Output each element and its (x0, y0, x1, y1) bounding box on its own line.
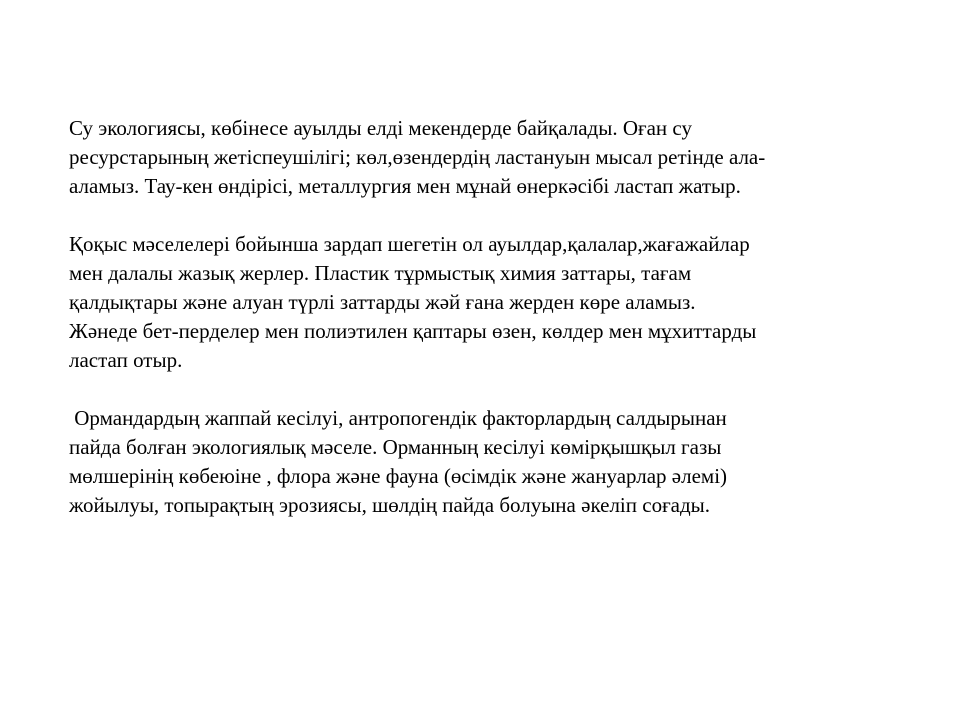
paragraph-gap (69, 201, 889, 230)
text-line: Қоқыс мәселелері бойынша зардап шегетін ол ауылдар,қалалар,жағажайлар (69, 232, 750, 256)
paragraph-gap (69, 375, 889, 404)
text-line: Су экологиясы, көбінесе ауылды елді мекендерде байқалады. Оған су (69, 116, 692, 140)
text-line: ресурстарының жетіспеушілігі; көл,өзендердің ластануын мысал ретінде ала- (69, 145, 766, 169)
paragraph-waste-problems (69, 230, 889, 375)
text-line: Жәнеде бет-перделер мен полиэтилен қаптары өзен, көлдер мен мұхиттарды (69, 319, 757, 343)
paragraph-deforestation (69, 404, 889, 520)
paragraph-water-ecology (69, 114, 889, 201)
text-line: пайда болған экологиялық мәселе. Орманның кесілуі көмірқышқыл газы (69, 435, 722, 459)
text-line: мөлшерінің көбеюіне , флора және фауна (өсімдік және жануарлар әлемі) (69, 464, 728, 488)
text-line: ластап отыр. (69, 348, 183, 372)
text-body (69, 114, 889, 520)
text-line: жойылуы, топырақтың эрозиясы, шөлдің пайда болуына әкеліп соғады. (69, 493, 711, 517)
text-line: аламыз. Тау-кен өндірісі, металлургия мен мұнай өнеркәсібі ластап жатыр. (69, 174, 741, 198)
text-line: Ормандардың жаппай кесілуі, антропогендік факторлардың салдырынан (69, 406, 727, 430)
text-line: мен далалы жазық жерлер. Пластик тұрмыстық химия заттары, тағам (69, 261, 692, 285)
text-line: қалдықтары және алуан түрлі заттарды жәй ғана жерден көре аламыз. (69, 290, 696, 314)
